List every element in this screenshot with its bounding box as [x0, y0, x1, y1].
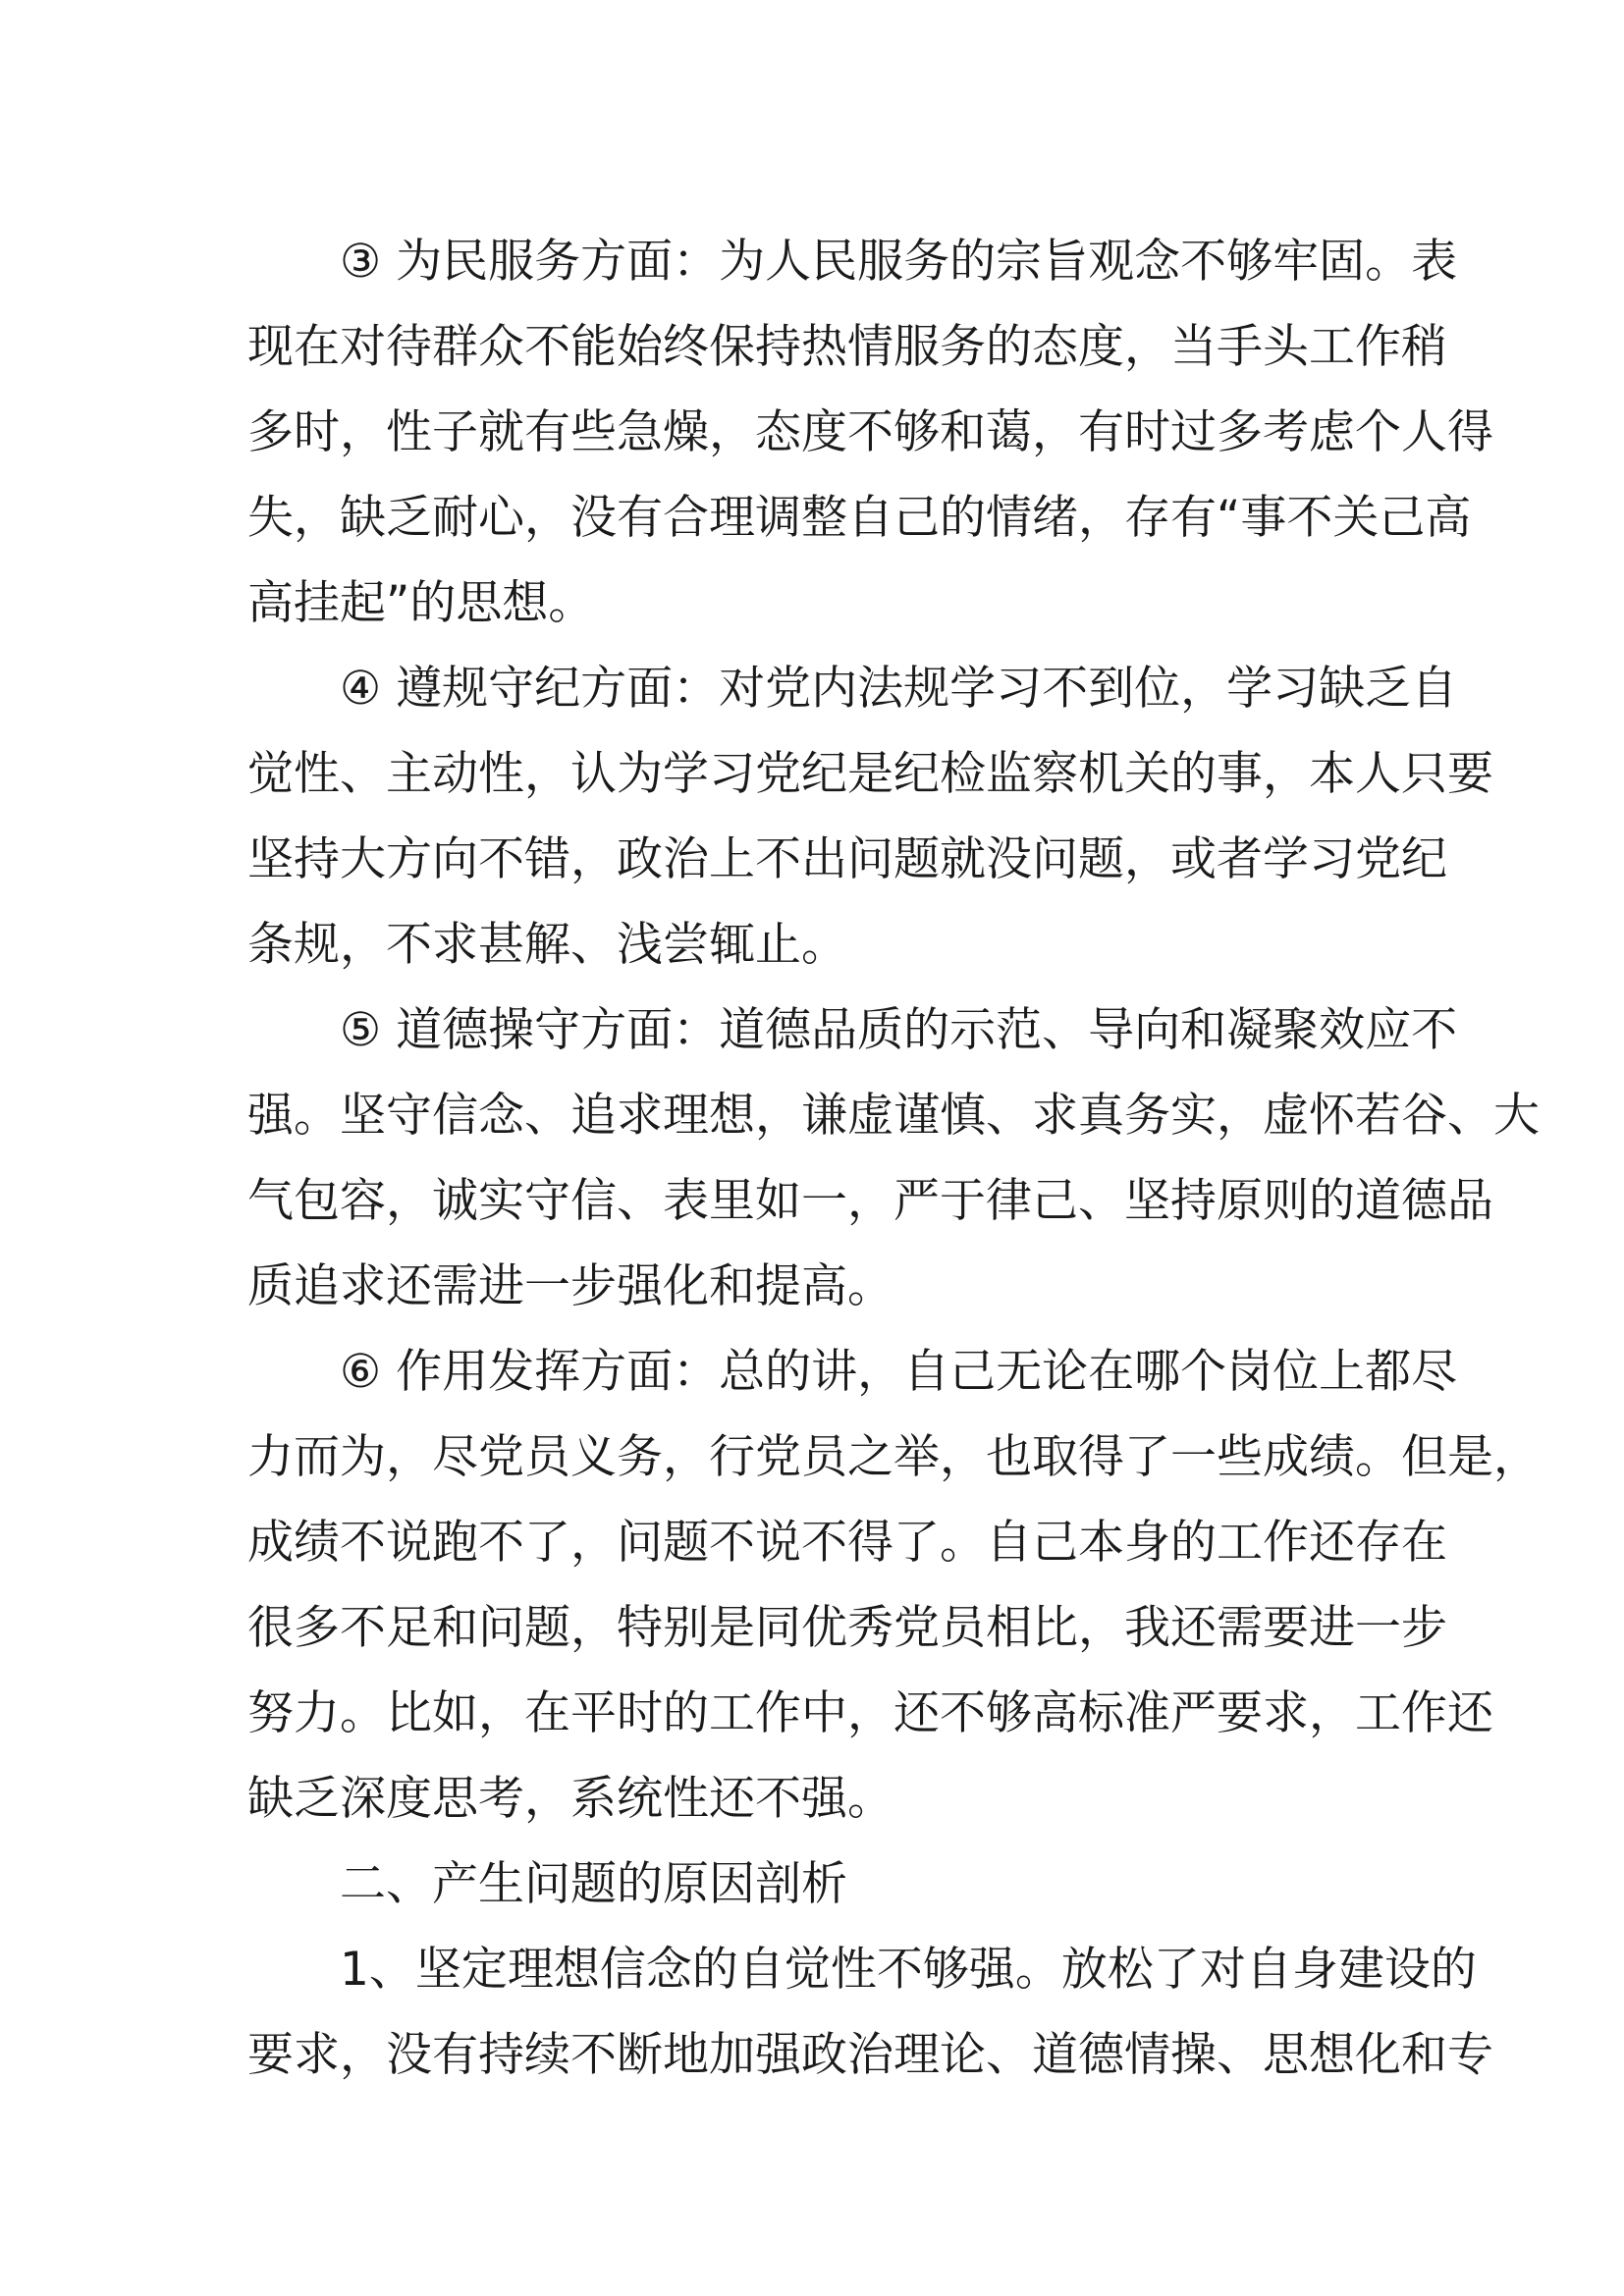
text-line: 现在对待群众不能始终保持热情服务的态度，当手头工作稍: [247, 320, 1447, 374]
text-line: ④ 遵规守纪方面：对党内法规学习不到位，学习缺乏自: [340, 662, 1458, 716]
text-line: ③ 为民服务方面：为人民服务的宗旨观念不够牢固。表: [340, 235, 1458, 289]
text-line: ⑤ 道德操守方面：道德品质的示范、导向和凝聚效应不: [340, 1003, 1458, 1057]
text-line: 强。坚守信念、追求理想，谦虚谨慎、求真务实，虚怀若谷、大: [247, 1089, 1540, 1143]
text-line: 多时，性子就有些急燥，态度不够和蔼，有时过多考虑个人得: [247, 405, 1493, 459]
text-line: 质追求还需进一步强化和提高。: [247, 1259, 893, 1313]
text-line: 要求，没有持续不断地加强政治理论、道德情操、思想化和专: [247, 2028, 1493, 2082]
text-line: 失，缺乏耐心，没有合理调整自己的情绪，存有“事不关己高: [247, 491, 1472, 545]
text-line: 成绩不说跑不了，问题不说不得了。自己本身的工作还存在: [247, 1516, 1447, 1570]
text-line: 高挂起”的思想。: [247, 576, 595, 630]
text-line: ⑥ 作用发挥方面：总的讲，自己无论在哪个岗位上都尽: [340, 1345, 1458, 1399]
text-line: 力而为，尽党员义务，行党员之举，也取得了一些成绩。但是，: [247, 1430, 1540, 1484]
text-line: 觉性、主动性，认为学习党纪是纪检监察机关的事，本人只要: [247, 747, 1493, 801]
text-line: 坚持大方向不错，政治上不出问题就没问题，或者学习党纪: [247, 832, 1447, 886]
text-line: 很多不足和问题，特别是同优秀党员相比，我还需要进一步: [247, 1601, 1447, 1655]
text-line: 气包容，诚实守信、表里如一，严于律己、坚持原则的道德品: [247, 1174, 1493, 1228]
text-line: 1、坚定理想信念的自觉性不够强。放松了对自身建设的: [340, 1943, 1477, 1997]
text-line: 缺乏深度思考，系统性还不强。: [247, 1772, 893, 1826]
text-line: 努力。比如，在平时的工作中，还不够高标准严要求，工作还: [247, 1686, 1493, 1740]
text-line: 条规，不求甚解、浅尝辄止。: [247, 918, 847, 972]
section-heading: 二、产生问题的原因剖析: [340, 1857, 847, 1911]
